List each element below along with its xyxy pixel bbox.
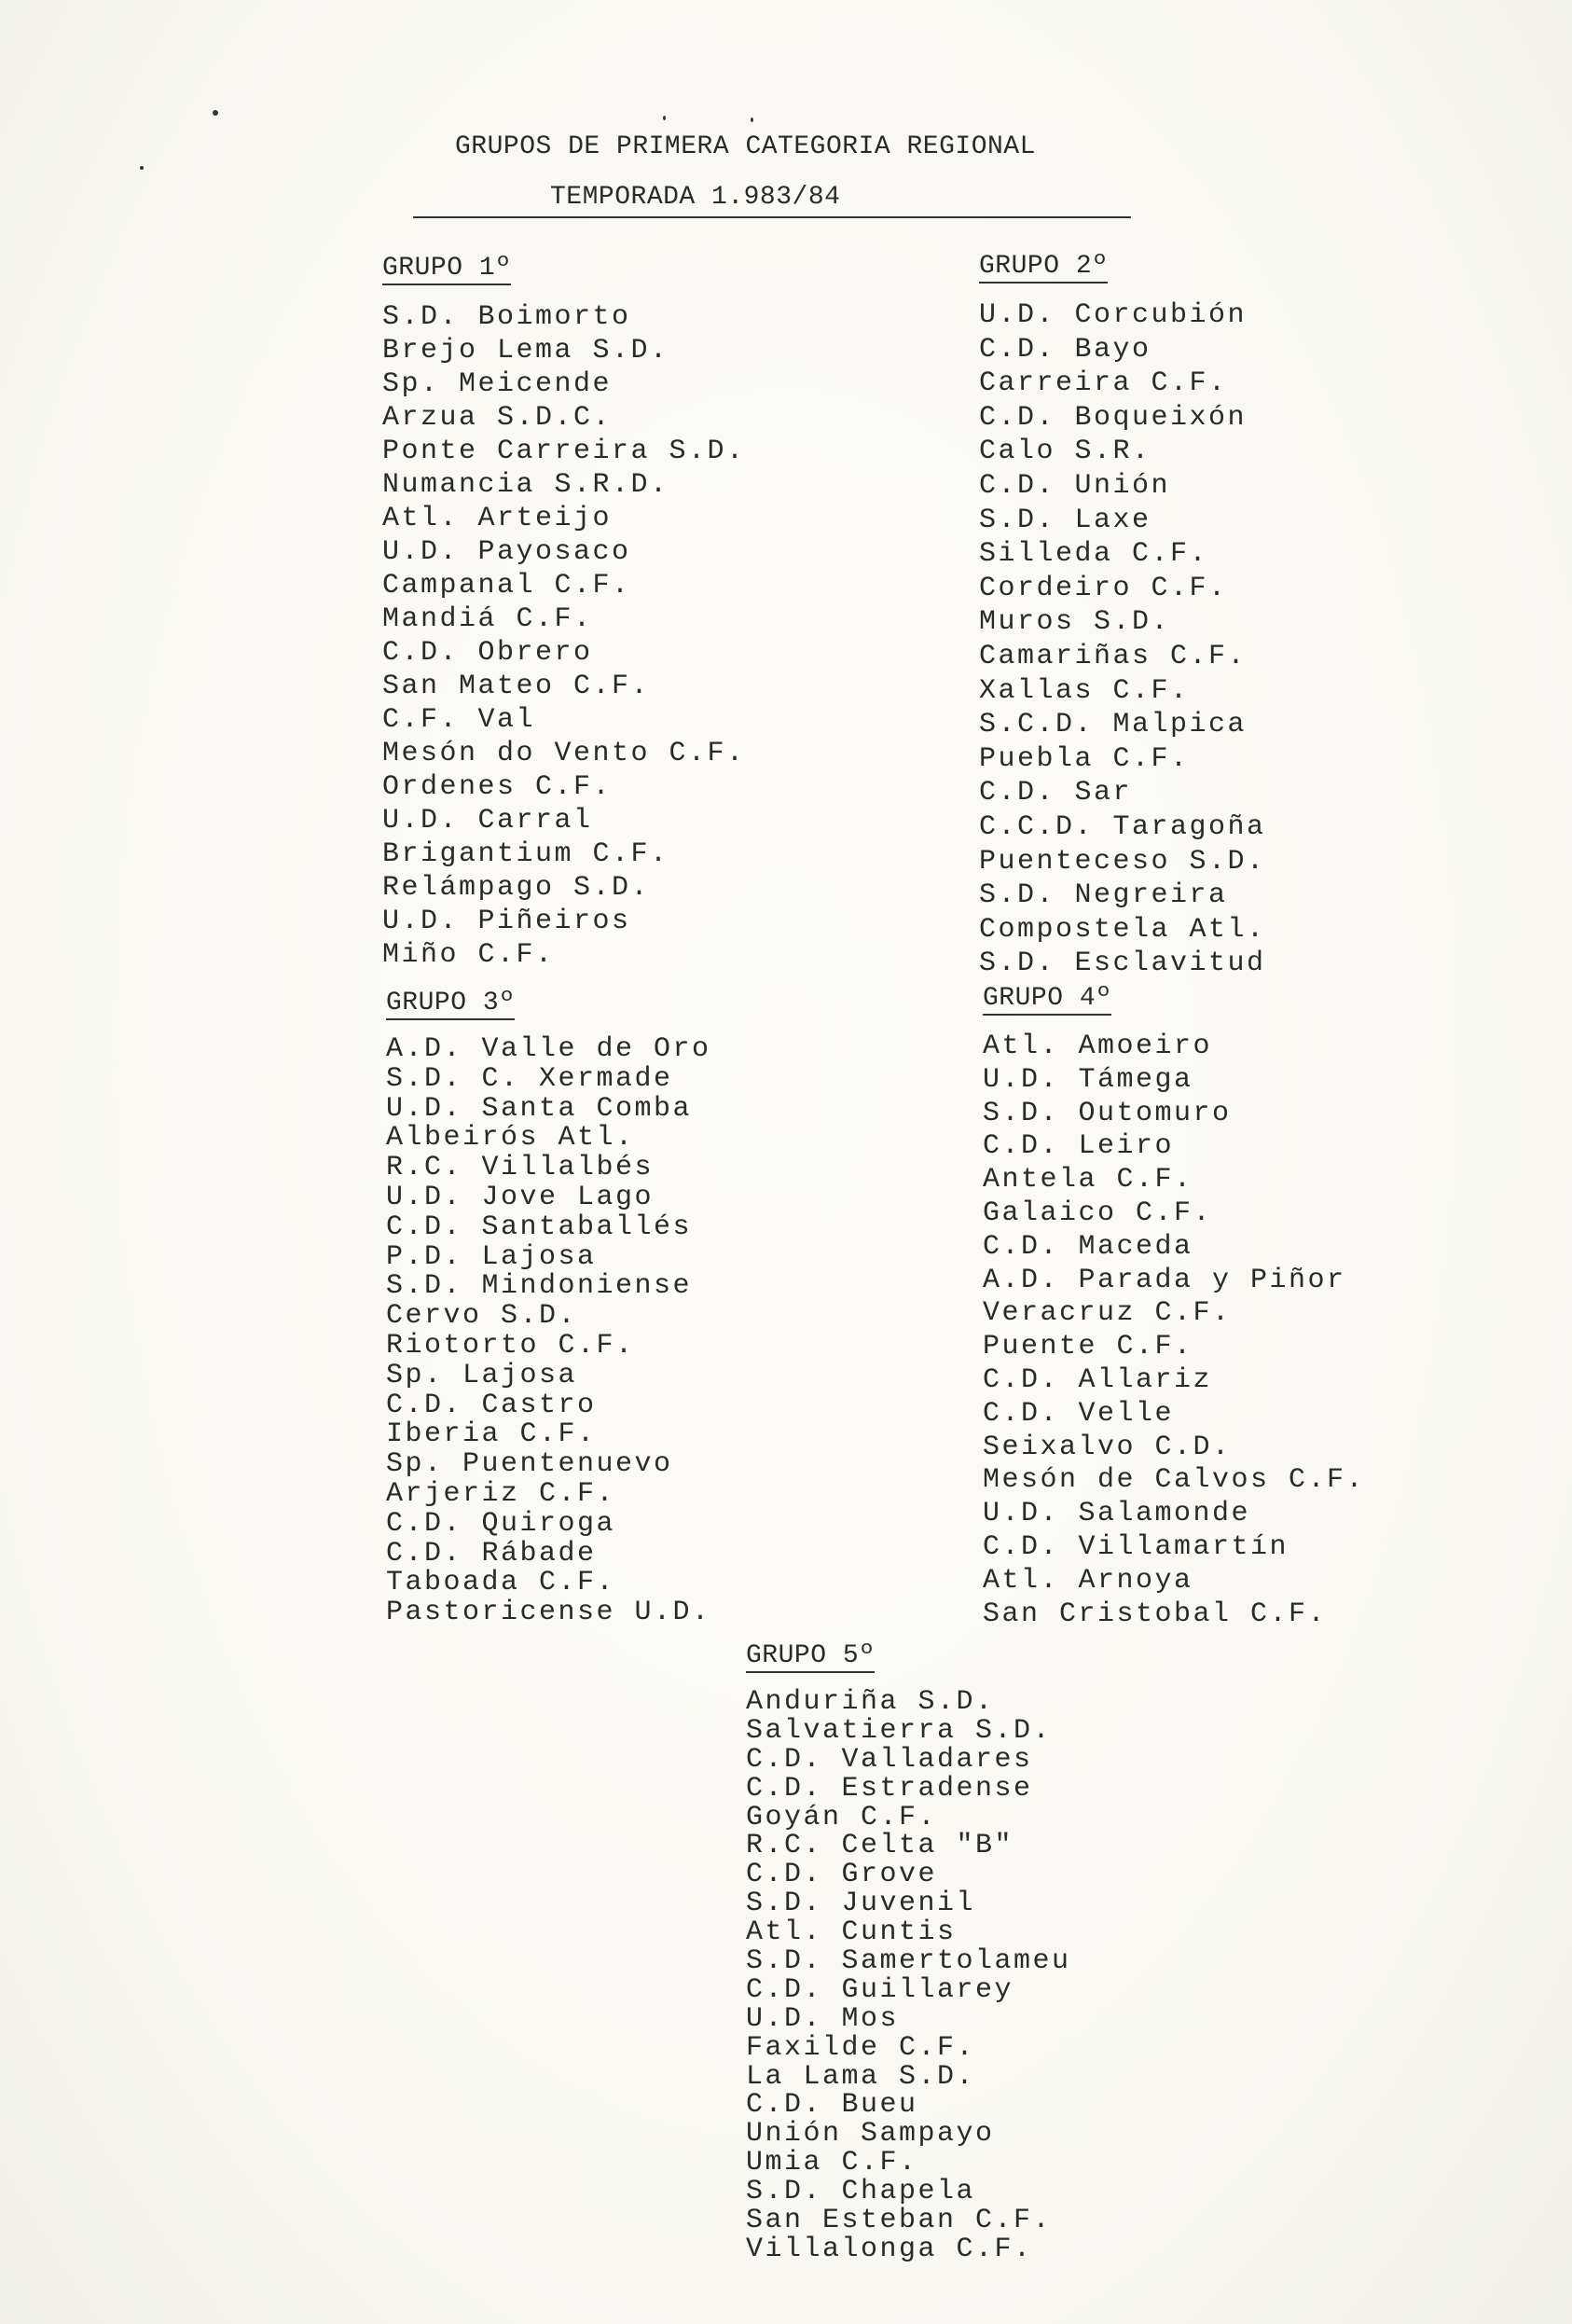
team-name: C.D. Rábade (386, 1537, 597, 1570)
team-name: C.D. Unión (979, 469, 1171, 502)
team-name: S.C.D. Malpica (979, 709, 1248, 741)
team-name: Calo S.R. (979, 436, 1151, 468)
group-4 (983, 982, 1365, 1631)
team-name: S.D. Outomuro (983, 1097, 1232, 1129)
team-name: U.D. Piñeiros (382, 906, 631, 937)
ink-speck (663, 116, 666, 120)
team-name: C.D. Estradense (746, 1772, 1033, 1805)
season-label: TEMPORADA 1.983/84 (550, 183, 841, 212)
team-name: C.D. Castro (386, 1389, 597, 1421)
group-title: GRUPO 1º (382, 254, 511, 285)
team-name: Villalonga C.F. (746, 2233, 1033, 2265)
team-name: Sp. Meicende (382, 368, 613, 400)
team-name: C.C.D. Taragoña (979, 810, 1266, 843)
team-name: C.D. Allariz (983, 1363, 1213, 1396)
team-name: A.D. Valle de Oro (386, 1033, 711, 1065)
team-name: C.D. Maceda (983, 1230, 1193, 1263)
team-name: Arzua S.D.C. (382, 402, 613, 434)
team-name: S.D. C. Xermade (386, 1062, 673, 1095)
team-name: C.D. Guillarey (746, 1973, 1014, 2006)
team-name: Mandiá C.F. (382, 603, 593, 635)
team-name: San Esteban C.F. (746, 2205, 1053, 2237)
team-name: R.C. Celta "B" (746, 1830, 1014, 1862)
team-list (382, 300, 746, 972)
team-name: Camariñas C.F. (979, 640, 1248, 672)
team-name: C.D. Bueu (746, 2089, 918, 2122)
team-name: A.D. Parada y Piñor (983, 1264, 1346, 1296)
header-underline (413, 216, 1131, 218)
team-name: Ponte Carreira S.D. (382, 436, 746, 467)
team-name: Pastoricense U.D. (386, 1597, 711, 1629)
group-3 (386, 987, 711, 1628)
team-name: San Cristobal C.F. (983, 1598, 1328, 1630)
ink-speck (213, 110, 218, 116)
group-title: GRUPO 2º (979, 252, 1108, 284)
team-name: Ordenes C.F. (382, 771, 613, 803)
team-name: R.C. Villalbés (386, 1152, 655, 1184)
ink-speck (140, 166, 144, 170)
team-name: Mesón de Calvos C.F. (983, 1464, 1366, 1497)
team-name: Umia C.F. (746, 2147, 918, 2179)
team-name: C.D. Obrero (382, 637, 593, 669)
team-name: Brejo Lema S.D. (382, 335, 669, 367)
team-name: Puente C.F. (983, 1331, 1193, 1363)
team-name: Sp. Puentenuevo (386, 1448, 673, 1481)
group-2 (979, 250, 1266, 981)
team-name: U.D. Támega (983, 1063, 1193, 1096)
team-name: C.D. Sar (979, 777, 1133, 809)
team-name: C.D. Bayo (979, 333, 1151, 366)
team-name: Taboada C.F. (386, 1567, 616, 1599)
team-name: S.D. Mindoniense (386, 1270, 693, 1303)
team-name: Salvatierra S.D. (746, 1714, 1053, 1747)
team-list (386, 1035, 711, 1628)
team-name: Albeirós Atl. (386, 1122, 635, 1155)
team-name: Atl. Arnoya (983, 1564, 1193, 1597)
team-name: Atl. Arteijo (382, 503, 613, 534)
team-name: Brigantium C.F. (382, 838, 669, 870)
team-name: S.D. Samertolameu (746, 1945, 1071, 1978)
group-title: GRUPO 4º (983, 984, 1111, 1016)
team-name: Arjeriz C.F. (386, 1477, 616, 1510)
team-name: C.D. Leiro (983, 1130, 1175, 1163)
team-name: Atl. Cuntis (746, 1916, 957, 1949)
team-name: Goyán C.F. (746, 1801, 938, 1833)
team-name: Relámpago S.D. (382, 872, 651, 904)
team-name: Cordeiro C.F. (979, 572, 1228, 604)
team-name: C.D. Boqueixón (979, 401, 1248, 434)
team-name: U.D. Santa Comba (386, 1092, 693, 1125)
team-name: Campanal C.F. (382, 570, 631, 602)
team-name: Atl. Amoeiro (983, 1031, 1213, 1062)
team-name: S.D. Laxe (979, 504, 1151, 536)
team-list (979, 298, 1266, 981)
group-5 (746, 1639, 1071, 2264)
team-name: Seixalvo C.D. (983, 1431, 1232, 1463)
team-name: P.D. Lajosa (386, 1240, 597, 1273)
team-name: Faxilde C.F. (746, 2031, 976, 2064)
team-name: Antela C.F. (983, 1164, 1193, 1197)
team-name: C.F. Val (382, 704, 536, 736)
team-name: Unión Sampayo (746, 2118, 995, 2151)
team-name: Muros S.D. (979, 606, 1171, 639)
team-name: Compostela Atl. (979, 913, 1266, 946)
team-name: U.D. Jove Lago (386, 1181, 655, 1213)
team-name: Xallas C.F. (979, 674, 1190, 707)
team-name: Mesón do Vento C.F. (382, 738, 746, 769)
team-name: U.D. Corcubión (979, 299, 1248, 331)
team-name: Iberia C.F. (386, 1418, 597, 1451)
ink-speck (751, 118, 753, 122)
team-name: Puebla C.F. (979, 742, 1190, 775)
group-title: GRUPO 5º (746, 1641, 875, 1673)
team-name: C.D. Quiroga (386, 1507, 616, 1540)
team-name: U.D. Carral (382, 805, 593, 837)
document-title: GRUPOS DE PRIMERA CATEGORIA REGIONAL (455, 132, 1036, 161)
team-name: C.D. Grove (746, 1859, 938, 1891)
team-name: Silleda C.F. (979, 538, 1209, 571)
group-1 (382, 252, 746, 972)
team-name: S.D. Boimorto (382, 301, 631, 333)
team-name: Numancia S.R.D. (382, 469, 669, 501)
team-name: Galaico C.F. (983, 1197, 1213, 1229)
team-name: S.D. Chapela (746, 2176, 976, 2208)
team-list (746, 1688, 1071, 2264)
team-name: Anduriña S.D. (746, 1686, 995, 1718)
team-name: San Mateo C.F. (382, 671, 651, 702)
team-name: Carreira C.F. (979, 367, 1228, 400)
team-name: S.D. Negreira (979, 879, 1228, 912)
team-list (983, 1031, 1365, 1631)
team-name: S.D. Esclavitud (979, 948, 1266, 980)
team-name: Veracruz C.F. (983, 1297, 1232, 1330)
team-name: C.D. Villamartín (983, 1530, 1289, 1563)
team-name: La Lama S.D. (746, 2060, 976, 2093)
team-name: Miño C.F. (382, 939, 555, 971)
team-name: Cervo S.D. (386, 1300, 578, 1333)
team-name: U.D. Payosaco (382, 536, 631, 568)
team-name: S.D. Juvenil (746, 1888, 976, 1920)
team-name: U.D. Salamonde (983, 1498, 1251, 1530)
group-title: GRUPO 3º (386, 989, 515, 1020)
team-name: Riotorto C.F. (386, 1329, 635, 1362)
team-name: C.D. Valladares (746, 1743, 1033, 1776)
team-name: C.D. Santaballés (386, 1210, 693, 1243)
team-name: Sp. Lajosa (386, 1359, 578, 1391)
team-name: U.D. Mos (746, 2002, 900, 2035)
team-name: C.D. Velle (983, 1397, 1175, 1430)
team-name: Puenteceso S.D. (979, 845, 1266, 878)
